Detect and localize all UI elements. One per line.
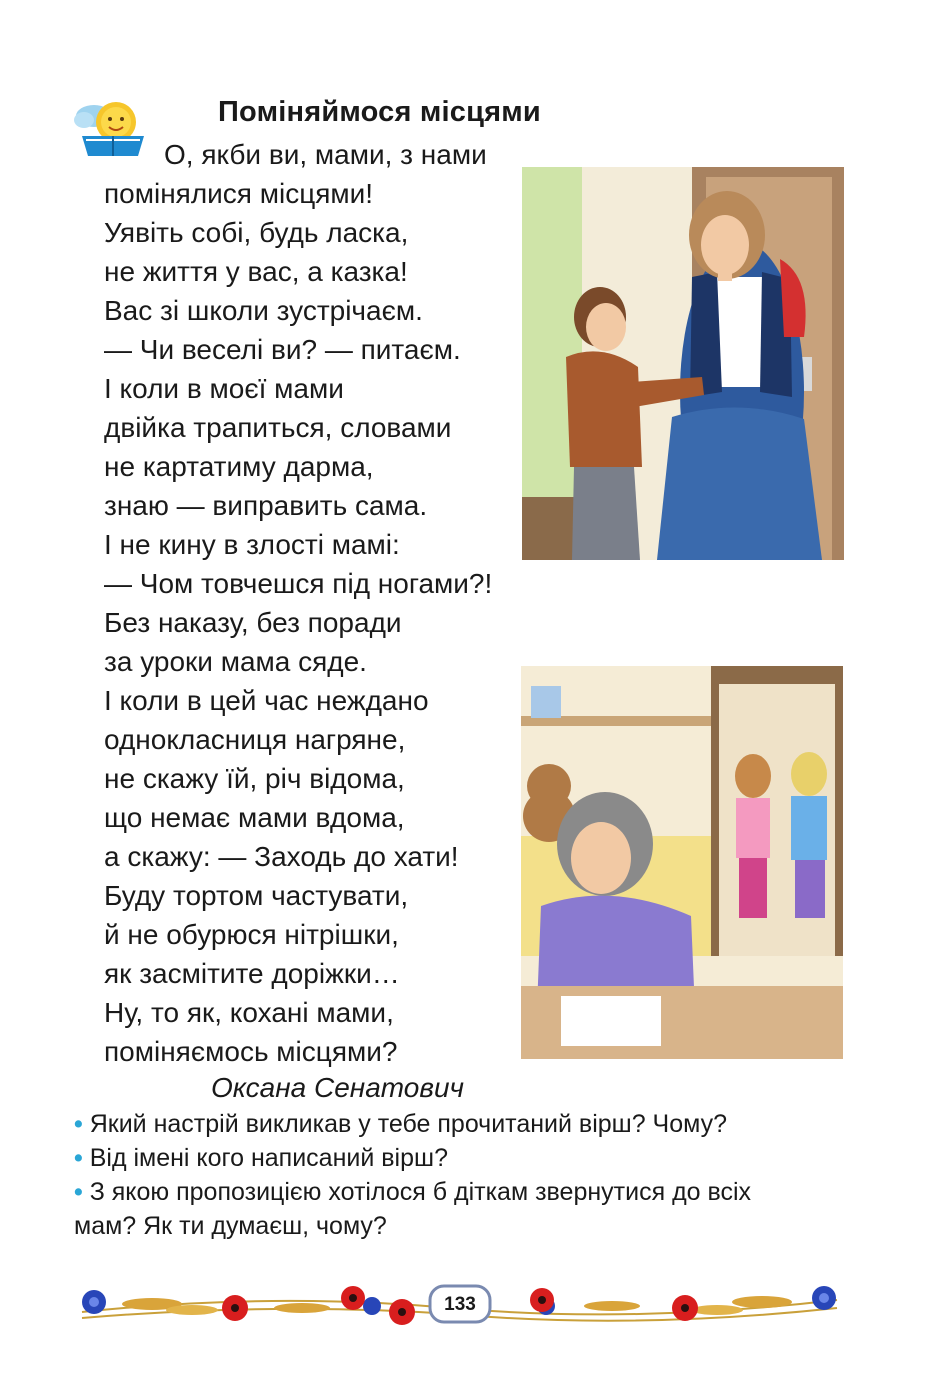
page-number: 133 bbox=[444, 1294, 476, 1315]
illustration-boy-and-mother bbox=[522, 167, 844, 560]
question-text: Від імені кого написаний вірш? bbox=[89, 1144, 448, 1172]
sun-reading-book-icon bbox=[72, 96, 152, 166]
poem-line: не життя у вас, а казка! bbox=[104, 256, 408, 287]
question-item bbox=[74, 1142, 448, 1174]
poem-line: Буду тортом частувати, bbox=[104, 880, 409, 911]
poem-line: О, якби ви, мами, з нами bbox=[164, 139, 487, 170]
question-item bbox=[74, 1108, 727, 1140]
poem-line: І не кину в злості мамі: bbox=[104, 529, 400, 560]
poem-line: — Чи веселі ви? — питаєм. bbox=[104, 334, 461, 365]
poem-line: Уявіть собі, будь ласка, bbox=[104, 217, 409, 248]
poem-line: за уроки мама сяде. bbox=[104, 646, 367, 677]
poem-line: й не обурюся нітрішки, bbox=[104, 919, 399, 950]
poem-line: Вас зі школи зустрічаєм. bbox=[104, 295, 423, 326]
question-continuation: мам? Як ти думаєш, чому? bbox=[74, 1212, 387, 1240]
bullet-icon: • bbox=[74, 1144, 83, 1172]
poem-line: як засмітите доріжки… bbox=[104, 958, 400, 989]
poem-line: що немає мами вдома, bbox=[104, 802, 405, 833]
question-item bbox=[74, 1176, 751, 1208]
poem-line: Без наказу, без поради bbox=[104, 607, 402, 638]
poem-line: помінялися місцями! bbox=[104, 178, 374, 209]
illustration-mother-and-girls bbox=[521, 666, 843, 1059]
poem-line: не картатиму дарма, bbox=[104, 451, 374, 482]
question-text: З якою пропозицією хотілося б діткам звернутися до всіх bbox=[89, 1178, 752, 1206]
poem-line: знаю — виправить сама. bbox=[104, 490, 428, 521]
poem-line: І коли в цей час неждано bbox=[104, 685, 429, 716]
poem-line: Ну, то як, кохані мами, bbox=[104, 997, 394, 1028]
poem-line: однокласниця нагряне, bbox=[104, 724, 406, 755]
poem-author: Оксана Сенатович bbox=[211, 1072, 465, 1103]
poem-line: поміняємось місцями? bbox=[104, 1036, 398, 1067]
poem-line: — Чом товчешся під ногами?! bbox=[104, 568, 493, 599]
bullet-icon: • bbox=[74, 1178, 83, 1206]
bullet-icon: • bbox=[74, 1110, 83, 1138]
poem-line: двійка трапиться, словами bbox=[104, 412, 452, 443]
question-text: Який настрій викликав у тебе прочитаний вірш? Чому? bbox=[89, 1110, 727, 1138]
poem-line: І коли в моєї мами bbox=[104, 373, 344, 404]
poem-title: Поміняймося місцями bbox=[218, 96, 541, 128]
poem-line: а скажу: — Заходь до хати! bbox=[104, 841, 459, 872]
poem-line: не скажу їй, річ відома, bbox=[104, 763, 405, 794]
